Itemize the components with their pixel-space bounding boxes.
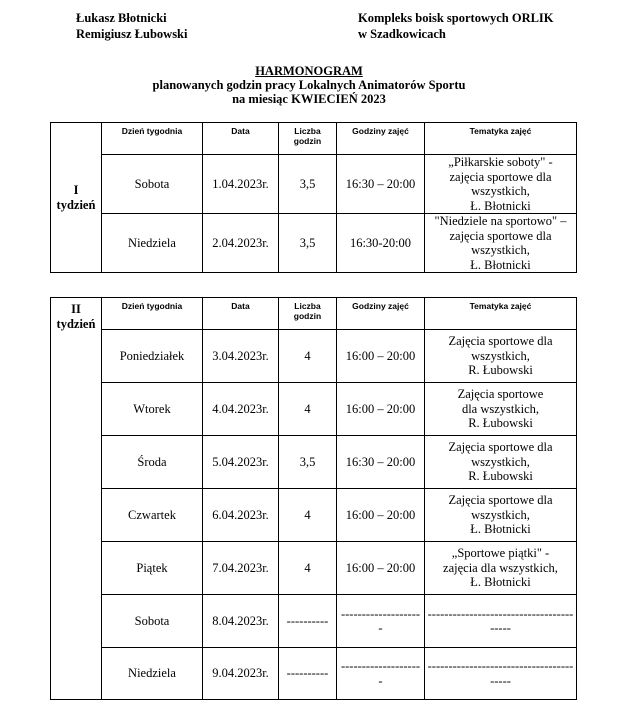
week-label: II tydzień (51, 298, 102, 700)
hours-cell: -------------------- (337, 648, 425, 700)
day-cell: Poniedziałek (102, 330, 203, 383)
column-header: Tematyka zajęć (425, 123, 577, 155)
date-cell: 8.04.2023r. (203, 595, 279, 648)
date-cell: 1.04.2023r. (203, 155, 279, 214)
topic-cell: „Sportowe piątki" - zajęcia dla wszystkich, Ł. Błotnicki (425, 542, 577, 595)
date-cell: 6.04.2023r. (203, 489, 279, 542)
hours-cell: 16:30 – 20:00 (337, 436, 425, 489)
table-row (51, 155, 577, 214)
day-cell: Piątek (102, 542, 203, 595)
table-row (51, 330, 577, 383)
hours-cell: 16:30-20:00 (337, 214, 425, 273)
column-header: Godziny zajęć (337, 298, 425, 330)
topic-cell: Zajęcia sportowe dla wszystkich, R. Łubowski (425, 383, 577, 436)
column-header: Data (203, 298, 279, 330)
title-main: HARMONOGRAM (255, 64, 363, 78)
facility-name (358, 10, 554, 42)
day-cell: Czwartek (102, 489, 203, 542)
day-cell: Niedziela (102, 214, 203, 273)
author-name: Remigiusz Łubowski (76, 27, 188, 41)
facility-line: w Szadkowicach (358, 27, 446, 41)
table-row (51, 383, 577, 436)
date-cell: 3.04.2023r. (203, 330, 279, 383)
topic-cell: ---------------------------------------- (425, 648, 577, 700)
hours-cell: 16:00 – 20:00 (337, 383, 425, 436)
date-cell: 5.04.2023r. (203, 436, 279, 489)
day-cell: Środa (102, 436, 203, 489)
hours-cell: -------------------- (337, 595, 425, 648)
column-header: Data (203, 123, 279, 155)
count-cell: 3,5 (279, 155, 337, 214)
date-cell: 9.04.2023r. (203, 648, 279, 700)
table-row (51, 542, 577, 595)
title-month: na miesiąc KWIECIEŃ 2023 (232, 92, 386, 106)
topic-cell: ---------------------------------------- (425, 595, 577, 648)
day-cell: Sobota (102, 595, 203, 648)
day-cell: Niedziela (102, 648, 203, 700)
column-header: Godziny zajęć (337, 123, 425, 155)
count-cell: 3,5 (279, 436, 337, 489)
table-row (51, 436, 577, 489)
topic-cell: Zajęcia sportowe dla wszystkich, R. Łubowski (425, 330, 577, 383)
table-row (51, 648, 577, 700)
count-cell: 4 (279, 383, 337, 436)
date-cell: 7.04.2023r. (203, 542, 279, 595)
count-cell: ---------- (279, 595, 337, 648)
count-cell: ---------- (279, 648, 337, 700)
date-cell: 2.04.2023r. (203, 214, 279, 273)
topic-cell: Zajęcia sportowe dla wszystkich, Ł. Błotnicki (425, 489, 577, 542)
hours-cell: 16:00 – 20:00 (337, 542, 425, 595)
author-names (76, 10, 187, 42)
table-row (51, 214, 577, 273)
hours-cell: 16:00 – 20:00 (337, 489, 425, 542)
author-name: Łukasz Błotnicki (76, 11, 167, 25)
count-cell: 4 (279, 489, 337, 542)
hours-cell: 16:00 – 20:00 (337, 330, 425, 383)
title-subtitle: planowanych godzin pracy Lokalnych Animatorów Sportu (152, 78, 466, 92)
count-cell: 4 (279, 542, 337, 595)
table-header-row (51, 298, 577, 330)
facility-line: Kompleks boisk sportowych ORLIK (358, 11, 554, 25)
table-header-row (51, 123, 577, 155)
column-header: Liczba godzin (279, 298, 337, 330)
table-row (51, 489, 577, 542)
column-header: Tematyka zajęć (425, 298, 577, 330)
count-cell: 3,5 (279, 214, 337, 273)
day-cell: Sobota (102, 155, 203, 214)
column-header: Dzień tygodnia (102, 123, 203, 155)
week-label: I tydzień (51, 123, 102, 273)
count-cell: 4 (279, 330, 337, 383)
column-header: Liczba godzin (279, 123, 337, 155)
week-2-table (50, 297, 577, 700)
document-title (0, 64, 618, 106)
column-header: Dzień tygodnia (102, 298, 203, 330)
topic-cell: "Niedziele na sportowo" – zajęcia sportowe dla wszystkich, Ł. Błotnicki (425, 214, 577, 273)
table-row (51, 595, 577, 648)
week-1-table (50, 122, 577, 273)
date-cell: 4.04.2023r. (203, 383, 279, 436)
day-cell: Wtorek (102, 383, 203, 436)
hours-cell: 16:30 – 20:00 (337, 155, 425, 214)
topic-cell: „Piłkarskie soboty" - zajęcia sportowe dla wszystkich, Ł. Błotnicki (425, 155, 577, 214)
topic-cell: Zajęcia sportowe dla wszystkich, R. Łubowski (425, 436, 577, 489)
